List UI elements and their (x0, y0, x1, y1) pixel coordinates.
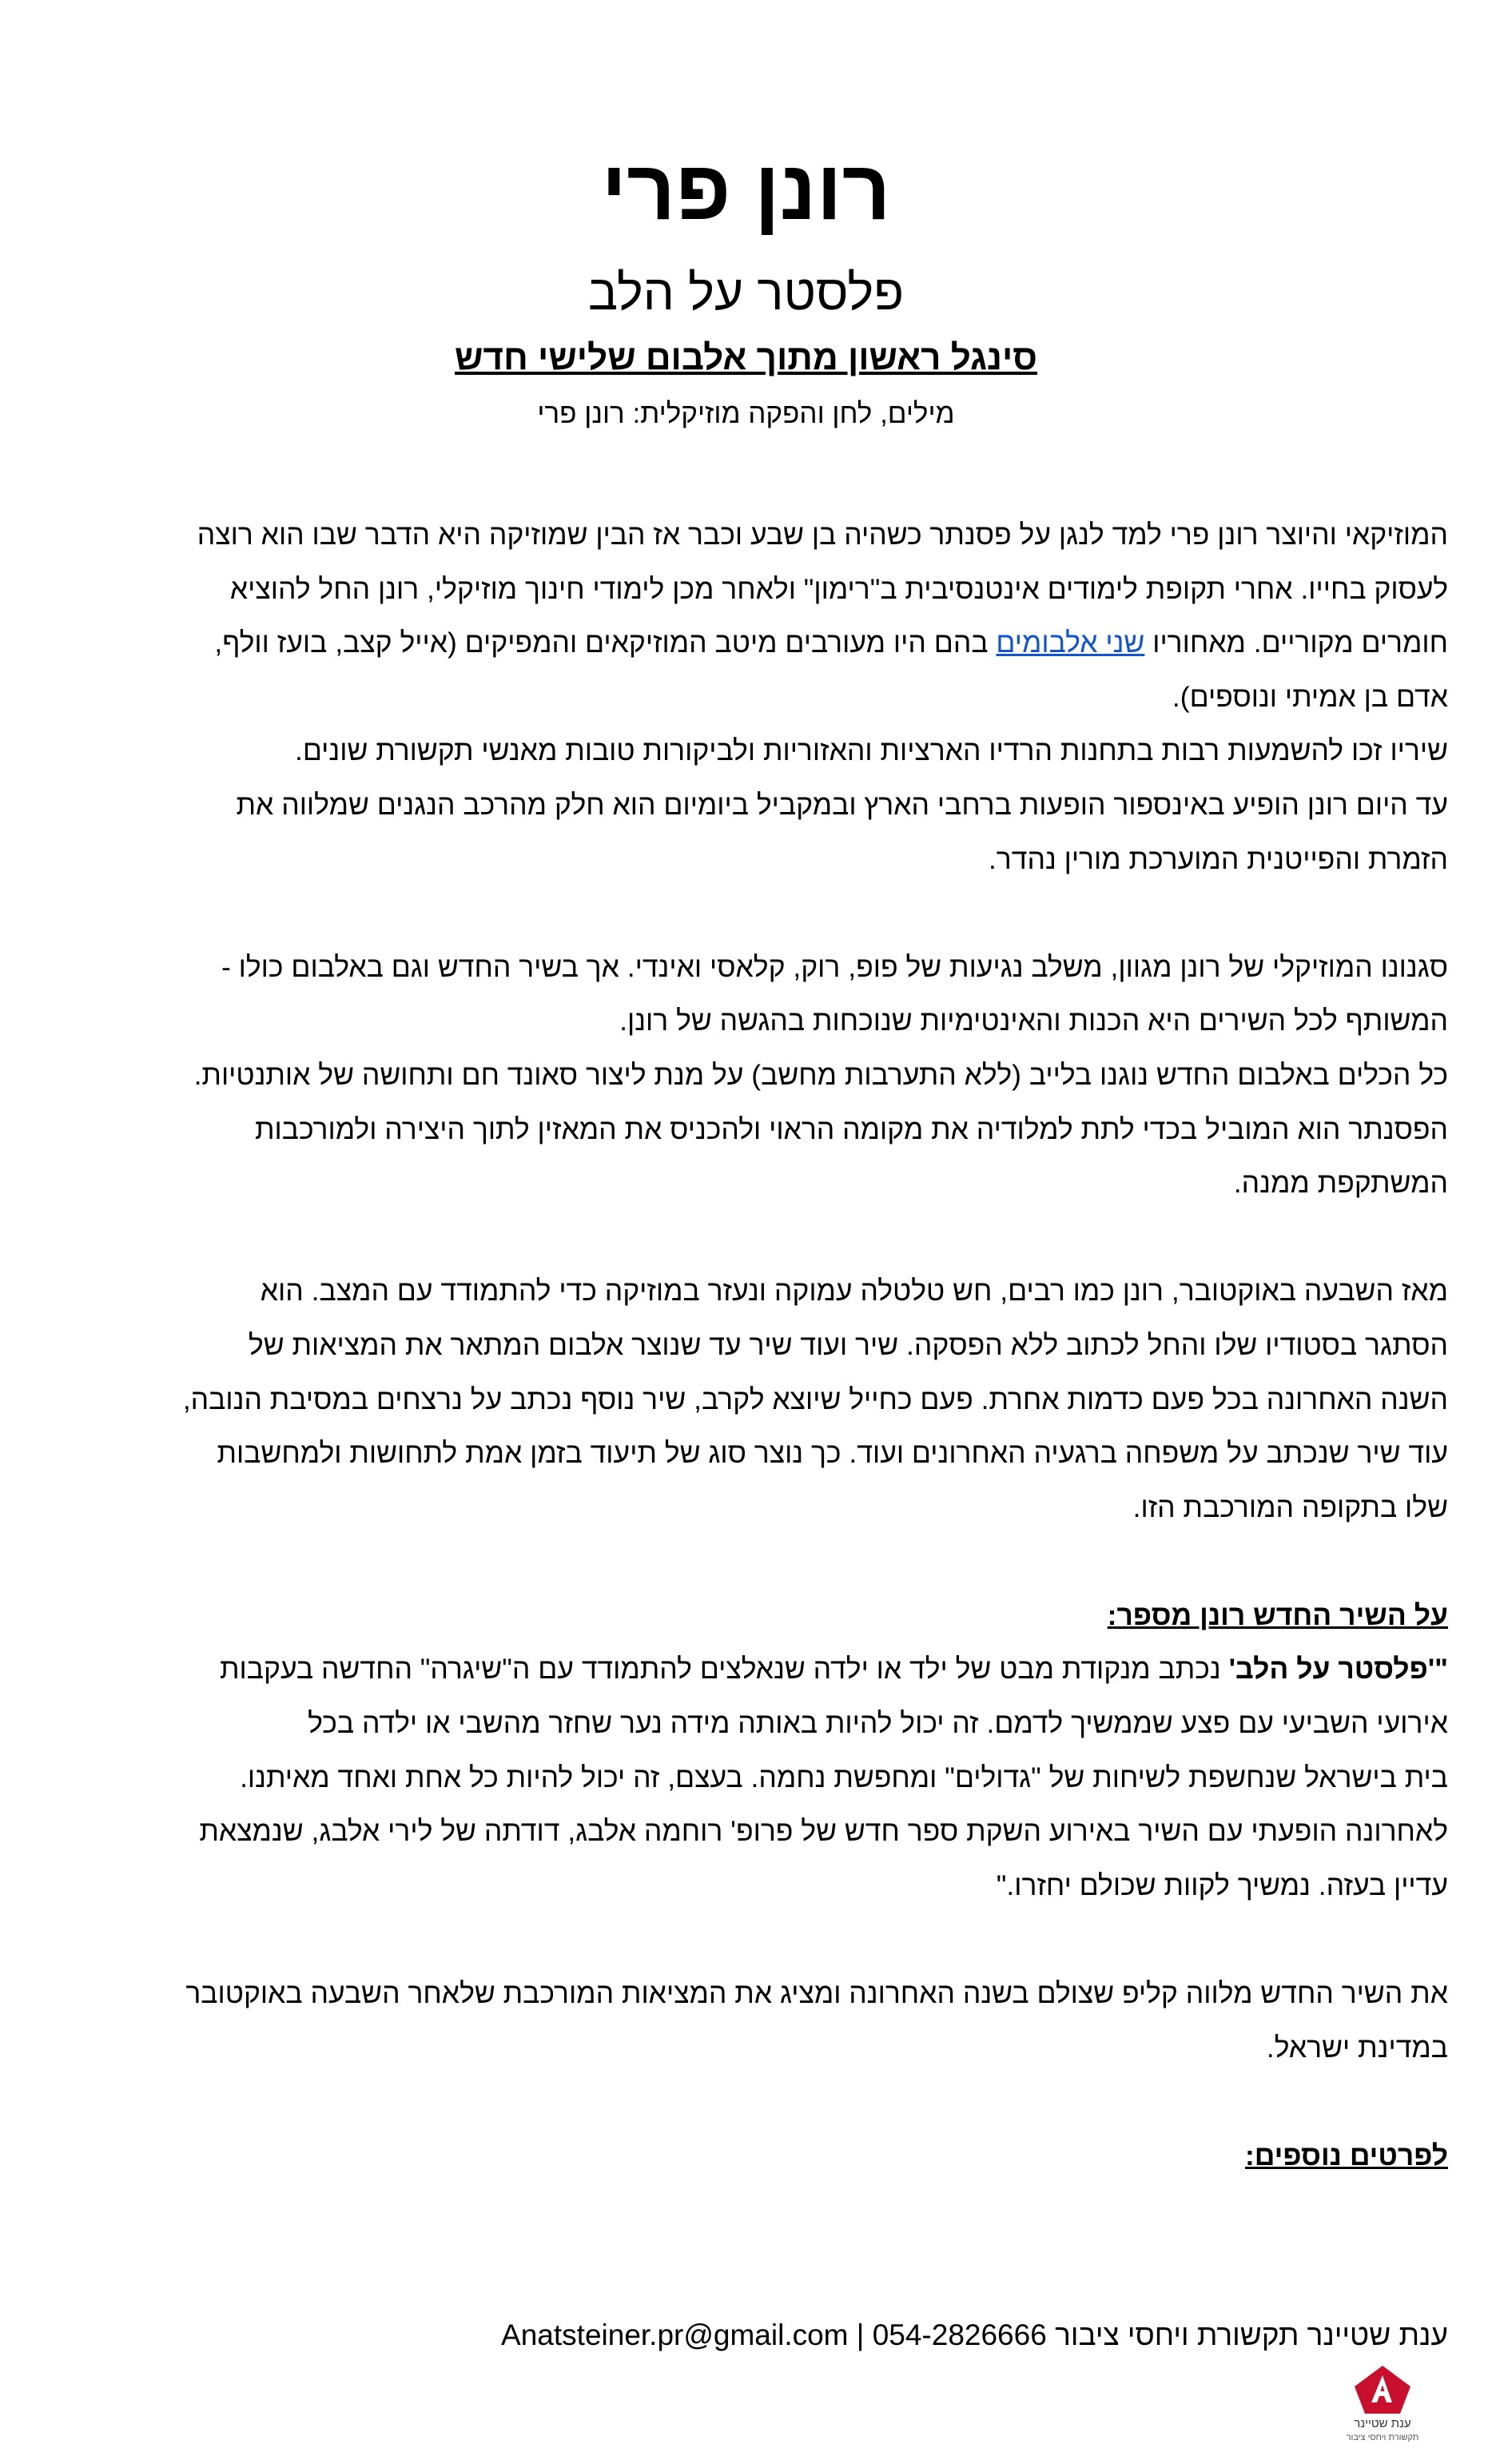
credits-line: מילים, לחן והפקה מוזיקלית: רונן פרי (537, 398, 955, 429)
paragraph-spacer (42, 886, 1448, 941)
text-line: אירועי השביעי עם פצע שממשיך לדמם. זה יכול להיות באותה מידה נער שחזר מהשבי או ילדה בכל (308, 1707, 1448, 1740)
paragraph-style (42, 941, 1448, 1211)
logo-a-icon (1343, 2362, 1422, 2417)
artist-title: רונן פרי (601, 143, 891, 237)
text-line: שלו בתקופה המורכבת הזו. (1132, 1491, 1448, 1523)
text-line: עוד שיר שנכתב על משפחה ברגעיה האחרונים ועוד. כך נוצר סוג של תיעוד בזמן אמת לתחושות ולמחשבות (217, 1437, 1448, 1470)
text-line: במדינת ישראל. (1266, 2031, 1448, 2064)
paragraph-quote (42, 1589, 1448, 1913)
company-logo (1343, 2362, 1422, 2457)
paragraph-spacer (42, 2075, 1448, 2129)
text-line: כל הכלים באלבום החדש נוגנו בלייב (ללא התערבות מחשב) על מנת ליצור סאונד חם ותחושה של אותנטיות. (193, 1058, 1448, 1091)
logo-tagline: תקשורת ויחסי ציבור (1346, 2433, 1419, 2442)
song-title: פלסטר על הלב (587, 265, 905, 320)
paragraph-contact-heading (42, 2129, 1448, 2183)
text-line: הזמרת והפייטנית המוערכת מורין נהדר. (988, 842, 1448, 875)
text-line (42, 616, 1448, 671)
text-line: המוזיקאי והיוצר רונן פרי למד לנגן על פסנתר כשהיה בן שבע וכבר אז הבין שמוזיקה היא הדבר שבו הוא רוצה (197, 519, 1448, 551)
quote-heading: על השיר החדש רונן מספר: (1107, 1598, 1448, 1631)
text-line: השנה האחרונה בכל פעם כדמות אחרת. פעם כחייל שיוצא לקרב, שיר נוסף נכתב על נרצחים במסיבת הנובה, (182, 1383, 1448, 1415)
text-line: סגנונו המוזיקלי של רונן מגוון, משלב נגיעות של פופ, רוק, קלאסי ואינדי. אך בשיר החדש וגם באלבום כולו - (221, 950, 1448, 983)
text-line: המשותף לכל השירים היא הכנות והאינטימיות שנוכחות בהגשה של רונן. (619, 1005, 1448, 1037)
text-line (42, 1642, 1448, 1697)
albums-link[interactable]: שני אלבומים (996, 627, 1145, 659)
text-segment: חומרים מקוריים. מאחוריו (1144, 627, 1448, 659)
text-line: המשתקפת ממנה. (1233, 1167, 1448, 1200)
paragraph-clip (42, 1967, 1448, 2075)
body-text (42, 508, 1448, 2183)
logo-name: ענת שטיינר (1354, 2417, 1411, 2430)
text-line: עד היום רונן הופיע באינספור הופעות ברחבי הארץ ובמקביל ביומיום הוא חלק מהרכב הנגנים שמלווה את (236, 788, 1448, 821)
paragraph-biography (42, 508, 1448, 886)
paragraph-spacer (42, 1913, 1448, 1967)
text-line: אדם בן אמיתי ונוספים). (1172, 680, 1448, 713)
paragraph-spacer (42, 1535, 1448, 1589)
text-line: לעסוק בחייו. אחרי תקופת לימודים אינטנסיבית ב"רימון" ולאחר מכן לימודי חינוך מוזיקלי, רונן החל להוציא (229, 572, 1448, 605)
text-segment: בהם היו מעורבים מיטב המוזיקאים והמפיקים (אייל קצב, בועז וולף, (214, 627, 997, 659)
text-line: לאחרונה הופעתי עם השיר באירוע השקת ספר חדש של פרופ' רוחמה אלבג, דודתה של לירי אלבג, שנמצאת (199, 1815, 1448, 1848)
text-segment: נכתב מנקודת מבט של ילד או ילדה שנאלצים להתמודד עם ה"שיגרה" החדשה בעקבות (220, 1653, 1229, 1686)
song-name-bold: "'פלסטר על הלב' (1228, 1653, 1448, 1686)
contact-heading: לפרטים נוספים: (1244, 2139, 1448, 2171)
text-line: מאז השבעה באוקטובר, רונן כמו רבים, חש טלטלה עמוקה ונעזר במוזיקה כדי להתמודד עם המצב. הוא (260, 1275, 1448, 1308)
text-line: שיריו זכו להשמעות רבות בתחנות הרדיו הארציות והאזוריות ולביקורות טובות מאנשי תקשורת שונים. (294, 734, 1448, 767)
single-subtitle: סינגל ראשון מתוך אלבום שלישי חדש (454, 338, 1038, 377)
text-line: הסתגר בסטודיו שלו והחל לכתוב ללא הפסקה. שיר ועוד שיר עד שנוצר אלבום המתאר את המציאות של (248, 1328, 1448, 1361)
contact-line[interactable]: ענת שטיינר תקשורת ויחסי ציבור 054-2826666 | Anatsteiner.pr@gmail.com (501, 2319, 1448, 2351)
text-line: הפסנתר הוא המוביל בכדי לתת למלודיה את מקומה הראוי ולהכניס את המאזין לתוך היצירה ולמורכבות (254, 1113, 1448, 1145)
text-line: עדיין בעזה. נמשיך לקוות שכולם יחזרו." (996, 1869, 1448, 1901)
paragraph-spacer (42, 1211, 1448, 1265)
text-line: בית בישראל שנחשפת לשיחות של "גדולים" ומחפשת נחמה. בעצם, זה יכול להיות כל אחת ואחד מאיתנו. (240, 1761, 1448, 1793)
text-line: את השיר החדש מלווה קליפ שצולם בשנה האחרונה ומציג את המציאות המורכבת שלאחר השבעה באוקטובר (185, 1977, 1448, 2010)
paragraph-october (42, 1264, 1448, 1535)
